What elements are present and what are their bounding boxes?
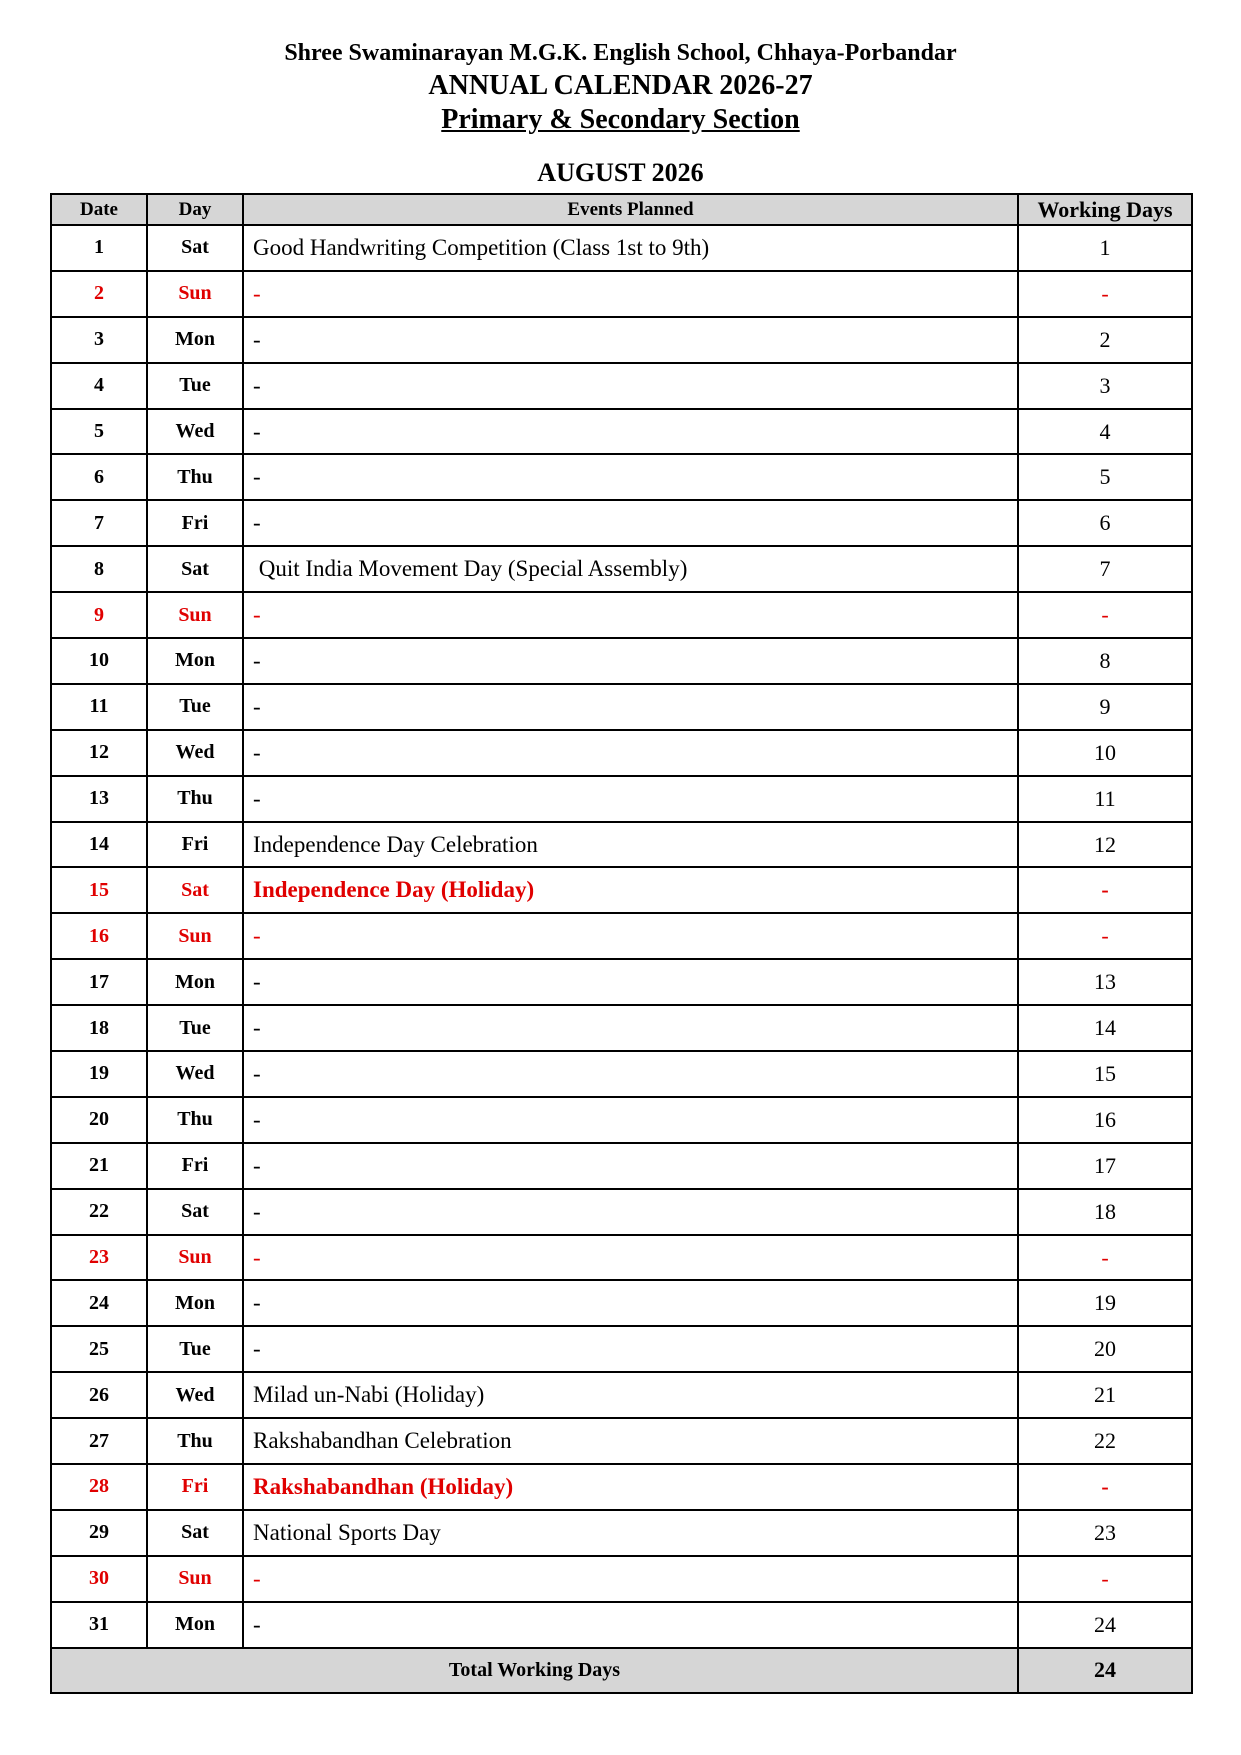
table-row: [51, 1005, 1192, 1051]
event-cell: -: [243, 1326, 1018, 1372]
working-day-cell: 24: [1018, 1602, 1192, 1648]
date-cell: 29: [51, 1510, 147, 1556]
day-cell: Mon: [147, 959, 243, 1005]
event-cell: -: [243, 913, 1018, 959]
date-cell: 12: [51, 730, 147, 776]
working-day-cell: 3: [1018, 363, 1192, 409]
working-day-cell: 14: [1018, 1005, 1192, 1051]
day-cell: Sat: [147, 546, 243, 592]
working-day-cell: 10: [1018, 730, 1192, 776]
date-cell: 31: [51, 1602, 147, 1648]
date-cell: 18: [51, 1005, 147, 1051]
day-cell: Tue: [147, 1005, 243, 1051]
date-cell: 22: [51, 1189, 147, 1235]
day-cell: Sat: [147, 1510, 243, 1556]
table-row: [51, 1510, 1192, 1556]
table-row: [51, 317, 1192, 363]
date-cell: 30: [51, 1556, 147, 1602]
date-cell: 23: [51, 1235, 147, 1281]
event-cell: -: [243, 592, 1018, 638]
calendar-body: [51, 225, 1192, 1648]
date-cell: 11: [51, 684, 147, 730]
date-cell: 26: [51, 1372, 147, 1418]
day-cell: Thu: [147, 454, 243, 500]
total-value: 24: [1018, 1648, 1192, 1693]
day-cell: Thu: [147, 1418, 243, 1464]
table-row: [51, 1189, 1192, 1235]
event-cell: -: [243, 363, 1018, 409]
event-cell: -: [243, 409, 1018, 455]
day-cell: Sat: [147, 225, 243, 271]
table-header-row: [51, 194, 1192, 225]
date-cell: 16: [51, 913, 147, 959]
working-day-cell: 18: [1018, 1189, 1192, 1235]
day-cell: Mon: [147, 1280, 243, 1326]
event-cell: -: [243, 730, 1018, 776]
table-row: [51, 409, 1192, 455]
working-day-cell: 15: [1018, 1051, 1192, 1097]
date-cell: 21: [51, 1143, 147, 1189]
event-cell: -: [243, 500, 1018, 546]
table-row: [51, 454, 1192, 500]
day-cell: Mon: [147, 638, 243, 684]
working-day-cell: -: [1018, 1464, 1192, 1510]
working-day-cell: 4: [1018, 409, 1192, 455]
date-cell: 5: [51, 409, 147, 455]
table-row: [51, 1464, 1192, 1510]
table-row: [51, 638, 1192, 684]
working-day-cell: 5: [1018, 454, 1192, 500]
day-cell: Thu: [147, 1097, 243, 1143]
date-cell: 20: [51, 1097, 147, 1143]
working-day-cell: 7: [1018, 546, 1192, 592]
event-cell: Good Handwriting Competition (Class 1st to 9th): [243, 225, 1018, 271]
event-cell: -: [243, 1051, 1018, 1097]
table-row: [51, 225, 1192, 271]
day-cell: Fri: [147, 822, 243, 868]
day-cell: Sun: [147, 271, 243, 317]
event-cell: -: [243, 1556, 1018, 1602]
working-day-cell: 12: [1018, 822, 1192, 868]
table-row: [51, 546, 1192, 592]
table-row: [51, 1051, 1192, 1097]
event-cell: Independence Day (Holiday): [243, 867, 1018, 913]
working-day-cell: 9: [1018, 684, 1192, 730]
working-day-cell: -: [1018, 592, 1192, 638]
event-cell: -: [243, 1602, 1018, 1648]
event-cell: -: [243, 1097, 1018, 1143]
day-cell: Sun: [147, 913, 243, 959]
day-cell: Tue: [147, 684, 243, 730]
date-cell: 28: [51, 1464, 147, 1510]
event-cell: -: [243, 1005, 1018, 1051]
working-day-cell: -: [1018, 1556, 1192, 1602]
table-row: [51, 1097, 1192, 1143]
date-cell: 27: [51, 1418, 147, 1464]
date-cell: 25: [51, 1326, 147, 1372]
calendar-title: ANNUAL CALENDAR 2026-27: [428, 70, 813, 101]
event-cell: -: [243, 454, 1018, 500]
event-cell: -: [243, 1143, 1018, 1189]
working-day-cell: 17: [1018, 1143, 1192, 1189]
table-row: [51, 1235, 1192, 1281]
month-title: AUGUST 2026: [537, 158, 704, 187]
column-header-working-days: Working Days: [1018, 194, 1192, 225]
event-cell: Milad un-Nabi (Holiday): [243, 1372, 1018, 1418]
date-cell: 14: [51, 822, 147, 868]
working-day-cell: 6: [1018, 500, 1192, 546]
date-cell: 9: [51, 592, 147, 638]
event-cell: -: [243, 271, 1018, 317]
day-cell: Sun: [147, 1235, 243, 1281]
event-cell: Quit India Movement Day (Special Assembly): [243, 546, 1018, 592]
date-cell: 6: [51, 454, 147, 500]
day-cell: Fri: [147, 1464, 243, 1510]
day-cell: Mon: [147, 1602, 243, 1648]
event-cell: -: [243, 1235, 1018, 1281]
working-day-cell: 19: [1018, 1280, 1192, 1326]
column-header-day: Day: [147, 194, 243, 225]
working-day-cell: -: [1018, 271, 1192, 317]
column-header-date: Date: [51, 194, 147, 225]
table-row: [51, 1326, 1192, 1372]
working-day-cell: 2: [1018, 317, 1192, 363]
working-day-cell: 21: [1018, 1372, 1192, 1418]
date-cell: 24: [51, 1280, 147, 1326]
total-row: [51, 1648, 1192, 1693]
event-cell: -: [243, 684, 1018, 730]
table-row: [51, 1280, 1192, 1326]
event-cell: Rakshabandhan Celebration: [243, 1418, 1018, 1464]
table-row: [51, 684, 1192, 730]
working-day-cell: 11: [1018, 776, 1192, 822]
table-row: [51, 1556, 1192, 1602]
working-day-cell: 20: [1018, 1326, 1192, 1372]
table-row: [51, 1418, 1192, 1464]
day-cell: Sat: [147, 867, 243, 913]
day-cell: Sun: [147, 1556, 243, 1602]
date-cell: 3: [51, 317, 147, 363]
event-cell: -: [243, 776, 1018, 822]
event-cell: -: [243, 959, 1018, 1005]
working-day-cell: 22: [1018, 1418, 1192, 1464]
table-row: [51, 730, 1192, 776]
table-row: [51, 500, 1192, 546]
table-row: [51, 363, 1192, 409]
day-cell: Fri: [147, 1143, 243, 1189]
working-day-cell: 8: [1018, 638, 1192, 684]
date-cell: 15: [51, 867, 147, 913]
table-row: [51, 1602, 1192, 1648]
calendar-table: [50, 193, 1193, 1694]
event-cell: -: [243, 1280, 1018, 1326]
table-row: [51, 1143, 1192, 1189]
working-day-cell: 13: [1018, 959, 1192, 1005]
working-day-cell: -: [1018, 867, 1192, 913]
working-day-cell: -: [1018, 1235, 1192, 1281]
working-day-cell: -: [1018, 913, 1192, 959]
table-row: [51, 822, 1192, 868]
event-cell: -: [243, 1189, 1018, 1235]
event-cell: -: [243, 317, 1018, 363]
date-cell: 7: [51, 500, 147, 546]
event-cell: National Sports Day: [243, 1510, 1018, 1556]
section-title: Primary & Secondary Section: [441, 104, 800, 135]
day-cell: Wed: [147, 1372, 243, 1418]
day-cell: Tue: [147, 363, 243, 409]
total-label: Total Working Days: [51, 1648, 1018, 1693]
table-row: [51, 913, 1192, 959]
school-name: Shree Swaminarayan M.G.K. English School, Chhaya-Porbandar: [284, 40, 957, 66]
day-cell: Tue: [147, 1326, 243, 1372]
table-row: [51, 959, 1192, 1005]
date-cell: 8: [51, 546, 147, 592]
date-cell: 17: [51, 959, 147, 1005]
date-cell: 10: [51, 638, 147, 684]
date-cell: 13: [51, 776, 147, 822]
table-row: [51, 271, 1192, 317]
day-cell: Fri: [147, 500, 243, 546]
day-cell: Wed: [147, 1051, 243, 1097]
table-row: [51, 1372, 1192, 1418]
event-cell: -: [243, 638, 1018, 684]
working-day-cell: 1: [1018, 225, 1192, 271]
day-cell: Thu: [147, 776, 243, 822]
event-cell: Independence Day Celebration: [243, 822, 1018, 868]
working-day-cell: 23: [1018, 1510, 1192, 1556]
table-row: [51, 592, 1192, 638]
column-header-events: Events Planned: [243, 194, 1018, 225]
day-cell: Wed: [147, 730, 243, 776]
day-cell: Wed: [147, 409, 243, 455]
event-cell: Rakshabandhan (Holiday): [243, 1464, 1018, 1510]
day-cell: Sat: [147, 1189, 243, 1235]
date-cell: 2: [51, 271, 147, 317]
working-day-cell: 16: [1018, 1097, 1192, 1143]
date-cell: 4: [51, 363, 147, 409]
day-cell: Mon: [147, 317, 243, 363]
table-row: [51, 867, 1192, 913]
date-cell: 1: [51, 225, 147, 271]
date-cell: 19: [51, 1051, 147, 1097]
table-row: [51, 776, 1192, 822]
day-cell: Sun: [147, 592, 243, 638]
